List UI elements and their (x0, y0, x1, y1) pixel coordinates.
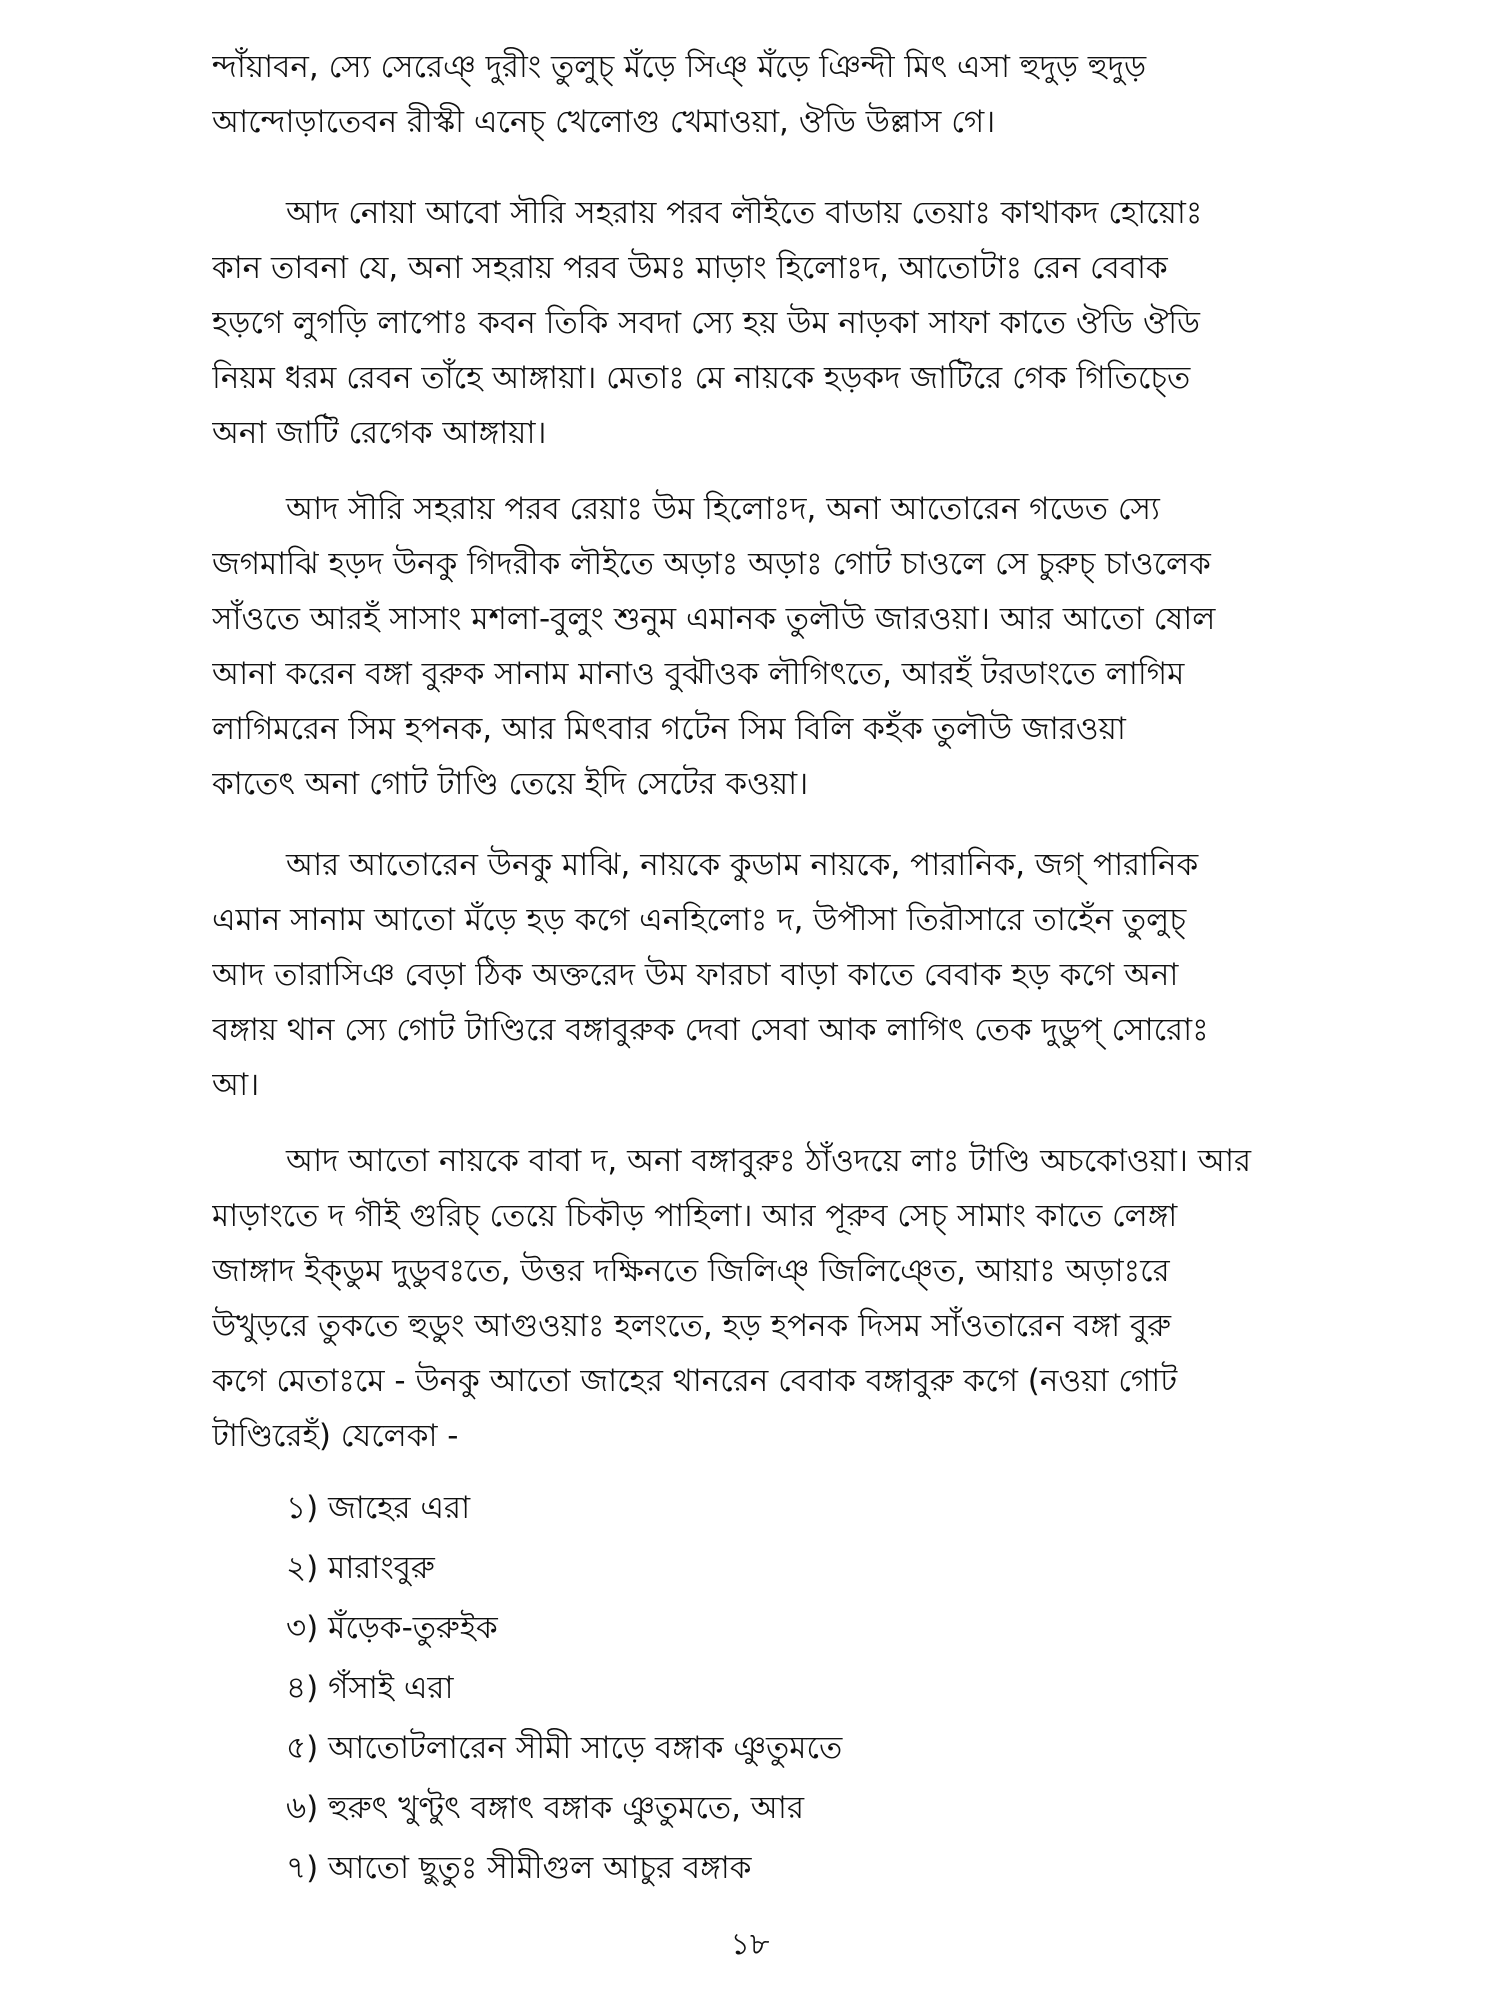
text-line: বঙ্গায় থান স্যে গোট টাণ্ডিরে বঙ্গাবুরুক দেবা সেবা আক লাগিৎ তেক দুডুপ্ সোরোঃ (212, 1012, 1209, 1048)
text-line: সাঁওতে আরহঁ সাসাং মশলা-বুলুং শুনুম এমানক তুলৗউ জারওয়া। আর আতো ষোল (212, 601, 1216, 637)
text-line: আন্দোড়াতেবন রীস্কী এনেচ্ খেলোগু খেমাওয়া, ঔডি উল্লাস গে। (212, 104, 996, 140)
text-line: জাঙ্গাদ ইক্ডুম দুডুবঃতে, উত্তর দক্ষিনতে জিলিঞ্ জিলিঞ্তে, আয়াঃ অড়াঃরে (212, 1253, 1170, 1289)
text-line: হড়গে লুগড়ি লাপোঃ কবন তিকি সবদা স্যে হয় উম নাড়কা সাফা কাতে ঔডি ঔডি (212, 305, 1200, 341)
list-item: ৪) গঁসাই এরা (286, 1670, 454, 1706)
text-line: কান তাবনা যে, অনা সহরায় পরব উমঃ মাড়াং হিলোঃদ, আতোটাঃ রেন বেবাক (212, 250, 1168, 286)
text-line: কগে মেতাঃমে - উনকু আতো জাহের থানরেন বেবাক বঙ্গাবুরু কগে (নওয়া গোট (212, 1363, 1178, 1399)
numbered-list (286, 1478, 842, 1898)
text-line: লাগিমরেন সিম হপনক, আর মিৎবার গটেন সিম বিলি কহঁক তুলৗউ জারওয়া (212, 711, 1126, 747)
text-line: আদ তারাসিঞ বেড়া ঠিক অক্তরেদ উম ফারচা বাড়া কাতে বেবাক হড় কগে অনা (212, 957, 1179, 993)
list-item: ৬) হুরুৎ খুণ্টুৎ বঙ্গাৎ বঙ্গাক ঞুতুমতে, আর (286, 1790, 805, 1826)
paragraph-4 (212, 838, 1292, 1113)
text-line: এমান সানাম আতো মঁড়ে হড় কগে এনহিলোঃ দ, উপৗসা তিরৗসারে তাহেঁন তুলুচ্ (212, 902, 1186, 938)
paragraph-2 (212, 186, 1292, 461)
text-line: আদ সৗরি সহরায় পরব রেয়াঃ উম হিলোঃদ, অনা আতোরেন গডেত স্যে (286, 491, 1160, 527)
text-line: অনা জাটি রেগেক আঙ্গায়া। (212, 415, 547, 451)
paragraph-3 (212, 482, 1292, 812)
text-line: উখুড়রে তুকতে হুডুং আগুওয়াঃ হলংতে, হড় হপনক দিসম সাঁওতারেন বঙ্গা বুরু (212, 1308, 1172, 1344)
list-item: ৭) আতো ছুতুঃ সীমীগুল আচুর বঙ্গাক (286, 1850, 752, 1886)
page-number: ১৮ (730, 1927, 770, 1962)
text-line: নিয়ম ধরম রেবন তাঁহে আঙ্গায়া। মেতাঃ মে নায়কে হড়কদ জাটিরে গেক গিতিচ্তে (212, 360, 1191, 396)
text-line: টাণ্ডিরেহঁ) যেলেকা - (212, 1418, 459, 1454)
text-line: আদ আতো নায়কে বাবা দ, অনা বঙ্গাবুরুঃ ঠাঁওদয়ে লাঃ টাণ্ডি অচকোওয়া। আর (286, 1143, 1252, 1179)
list-item: ৫) আতোটলারেন সীমী সাড়ে বঙ্গাক ঞুতুমতে (286, 1730, 843, 1766)
text-line: ন্দাঁয়াবন, স্যে সেরেঞ্ দুরীং তুলুচ্ মঁড়ে সিঞ্ মঁড়ে ঞিন্দী মিৎ এসা হুদুড় হুদুড় (212, 49, 1147, 85)
text-line: আনা করেন বঙ্গা বুরুক সানাম মানাও বুঝৗওক লৗগিৎতে, আরহঁ টরডাংতে লাগিম (212, 656, 1185, 692)
paragraph-5 (212, 1134, 1292, 1464)
text-line: আ। (212, 1067, 260, 1103)
paragraph-1 (212, 40, 1292, 150)
text-line: জগমাঝি হড়দ উনকু গিদরীক লৗইতে অড়াঃ অড়াঃ গোট চাওলে সে চুরুচ্ চাওলেক (212, 546, 1211, 582)
list-item: ১) জাহের এরা (286, 1490, 471, 1526)
text-line: মাড়াংতে দ গৗই গুরিচ্ তেয়ে চিকৗড় পাহিলা। আর পূরুব সেচ্ সামাং কাতে লেঙ্গা (212, 1198, 1178, 1234)
list-item: ২) মারাংবুরু (286, 1550, 435, 1586)
list-item: ৩) মঁড়েক-তুরুইক (286, 1610, 498, 1646)
text-line: আর আতোরেন উনকু মাঝি, নায়কে কুডাম নায়কে, পারানিক, জগ্ পারানিক (286, 847, 1199, 883)
text-line: কাতেৎ অনা গোট টাণ্ডি তেয়ে ইদি সেটের কওয়া। (212, 766, 809, 802)
text-line: আদ নোয়া আবো সৗরি সহরায় পরব লৗইতে বাডায় তেয়াঃ কাথাকদ হোয়োঃ (286, 195, 1203, 231)
